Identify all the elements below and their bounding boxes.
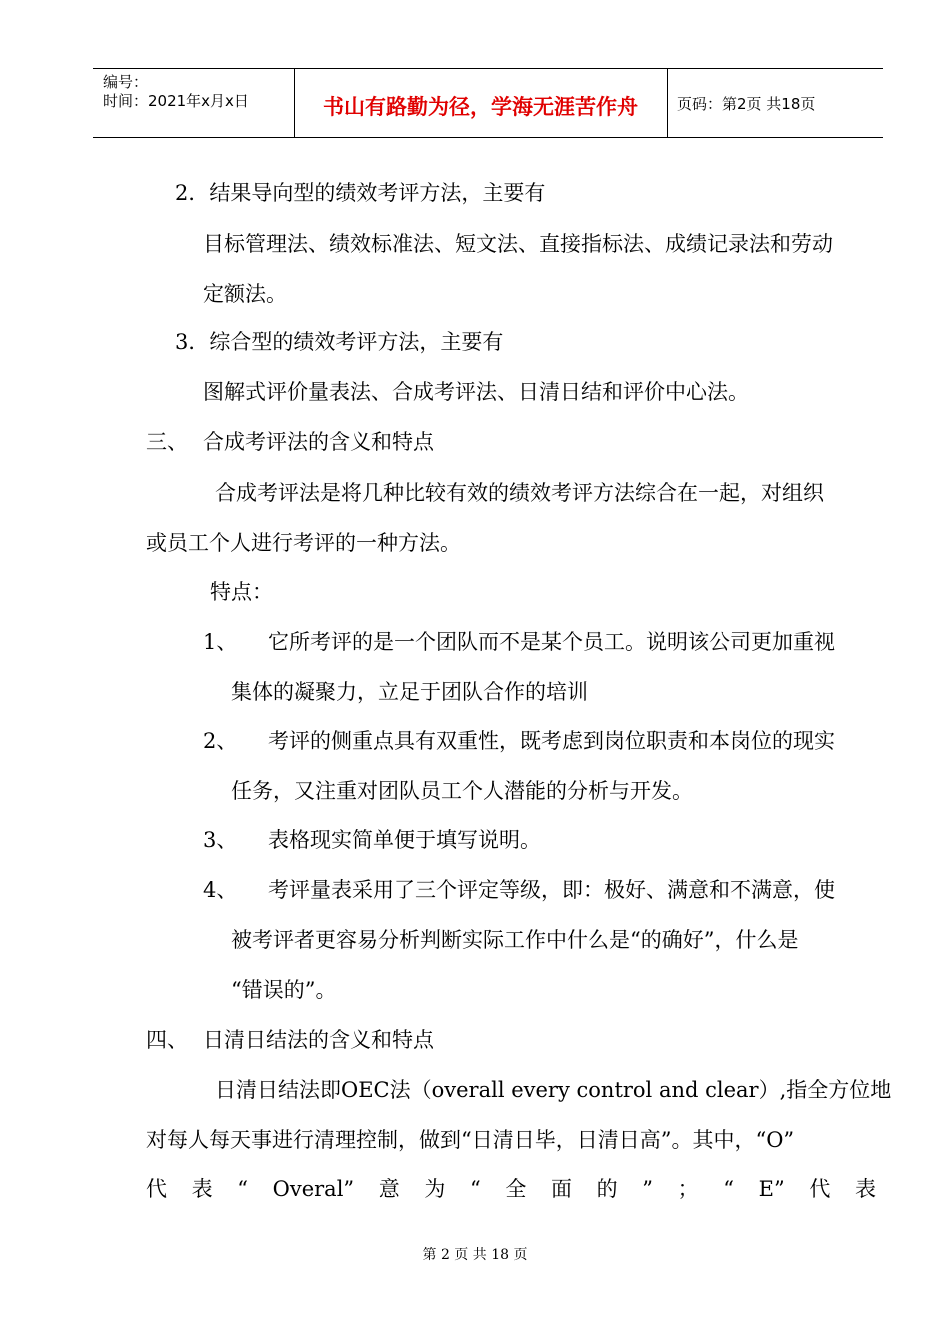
list-number: 1、: [203, 630, 238, 654]
paragraph-line: 合成考评法是将几种比较有效的绩效考评方法综合在一起，对组织: [215, 481, 824, 505]
justified-token: 代: [809, 1177, 831, 1201]
justified-token: 意: [378, 1177, 400, 1201]
justified-token: 表: [191, 1177, 213, 1201]
page-info: 页码：第2页 共18页: [677, 95, 816, 113]
justified-token: 面: [551, 1177, 573, 1201]
justified-token: ”: [642, 1177, 654, 1201]
paragraph-line: 定额法。: [203, 282, 287, 306]
justified-token: E”: [758, 1177, 785, 1201]
justified-token: ；: [677, 1177, 699, 1201]
justified-line: [146, 1175, 876, 1203]
justified-token: “: [723, 1177, 735, 1201]
justified-token: “: [470, 1177, 481, 1201]
section-number: 三、: [146, 430, 188, 454]
justified-token: “: [237, 1177, 248, 1201]
list-item-line: 考评的侧重点具有双重性，既考虑到岗位职责和本岗位的现实: [268, 729, 835, 753]
motto: 书山有路勤为径，学海无涯苦作舟: [323, 95, 638, 119]
list-item-line: 考评量表采用了三个评定等级，即：极好、满意和不满意，使: [268, 878, 835, 902]
header-meta-cell: [93, 69, 295, 137]
list-item-line: 它所考评的是一个团队而不是某个员工。说明该公司更加重视: [268, 630, 835, 654]
features-label: 特点：: [210, 580, 273, 604]
time-label: 时间：2021年x月x日: [103, 92, 249, 110]
paragraph-line: 或员工个人进行考评的一种方法。: [146, 531, 461, 555]
justified-token: 表: [854, 1177, 876, 1201]
justified-token: 为: [424, 1177, 446, 1201]
header-motto-cell: [294, 69, 668, 137]
list-item-line: 集体的凝聚力，立足于团队合作的培训: [231, 680, 588, 704]
list-item-line: 表格现实简单便于填写说明。: [268, 828, 541, 852]
list-item-line: “错误的”。: [231, 978, 337, 1002]
item-3-heading: 3．综合型的绩效考评方法，主要有: [175, 330, 504, 354]
list-number: 3、: [203, 828, 238, 852]
list-number: 2、: [203, 729, 238, 753]
header-page-cell: [667, 69, 883, 137]
justified-token: 全: [505, 1177, 527, 1201]
justified-token: 的: [596, 1177, 618, 1201]
paragraph-line: 日清日结法即OEC法（overall every control and clear）,指全方位地: [215, 1078, 892, 1102]
list-item-line: 被考评者更容易分析判断实际工作中什么是“的确好”，什么是: [231, 928, 799, 952]
justified-token: Overal”: [272, 1177, 355, 1201]
header-table: [93, 68, 883, 138]
number-label: 编号：: [103, 73, 149, 91]
list-item-line: 任务，又注重对团队员工个人潜能的分析与开发。: [231, 779, 693, 803]
section-heading: 日清日结法的含义和特点: [203, 1028, 434, 1052]
justified-token: 代: [146, 1177, 167, 1201]
list-number: 4、: [203, 878, 238, 902]
section-heading: 合成考评法的含义和特点: [203, 430, 434, 454]
page-footer: 第 2 页 共 18 页: [422, 1247, 528, 1263]
paragraph-line: 对每人每天事进行清理控制，做到“日清日毕，日清日高”。其中，“O”: [146, 1128, 795, 1152]
section-number: 四、: [146, 1028, 188, 1052]
paragraph-line: 目标管理法、绩效标准法、短文法、直接指标法、成绩记录法和劳动: [203, 232, 833, 256]
paragraph-line: 图解式评价量表法、合成考评法、日清日结和评价中心法。: [203, 380, 749, 404]
item-2-heading: 2．结果导向型的绩效考评方法，主要有: [175, 181, 546, 205]
